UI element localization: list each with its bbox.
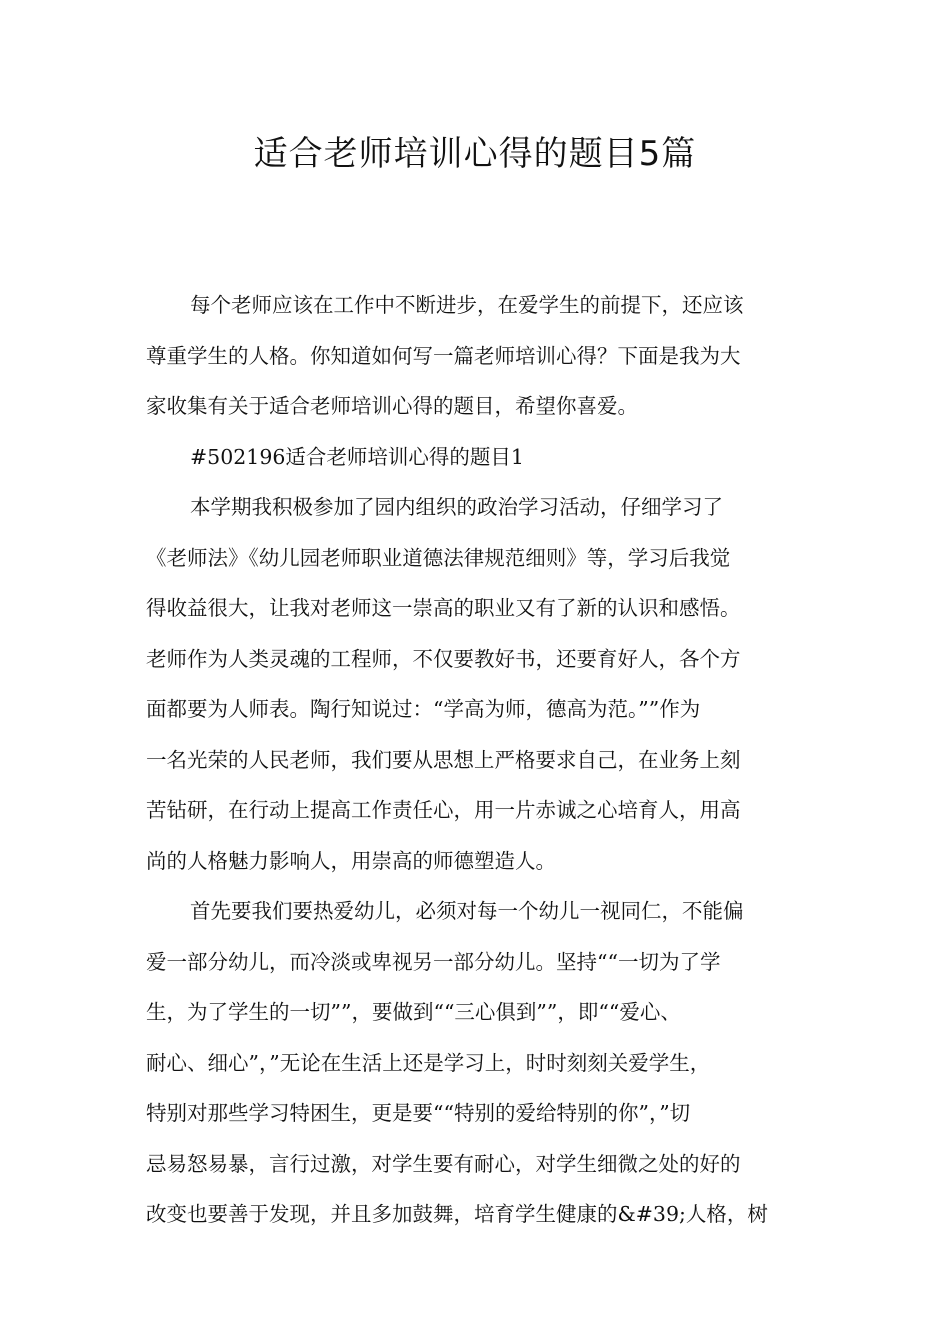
text-line: 面都要为人师表。陶行知说过：“学高为师，德高为范。””作为 xyxy=(146,697,701,721)
text-line: 苦钻研，在行动上提高工作责任心，用一片赤诚之心培育人，用高 xyxy=(146,798,741,822)
text-line: 改变也要善于发现，并且多加鼓舞，培育学生健康的&#39;人格，树 xyxy=(146,1202,768,1226)
document-body xyxy=(146,280,806,1240)
text-line: 忌易怒易暴，言行过激，对学生要有耐心，对学生细微之处的好的 xyxy=(146,1151,741,1176)
text-line: 本学期我积极参加了园内组织的政治学习活动，仔细学习了 xyxy=(190,495,723,519)
text-line: 家收集有关于适合老师培训心得的题目，希望你喜爱。 xyxy=(146,394,638,418)
text-line: 得收益很大，让我对老师这一崇高的职业又有了新的认识和感悟。 xyxy=(146,596,741,620)
text-line: 一名光荣的人民老师，我们要从思想上严格要求自己，在业务上刻 xyxy=(146,747,741,772)
text-line: 尊重学生的人格。你知道如何写一篇老师培训心得？下面是我为大 xyxy=(146,343,741,368)
text-line: 老师作为人类灵魂的工程师，不仅要教好书，还要育好人，各个方 xyxy=(146,646,741,671)
text-line: 首先要我们要热爱幼儿，必须对每一个幼儿一视同仁，不能偏 xyxy=(190,899,744,923)
text-line: 每个老师应该在工作中不断进步，在爱学生的前提下，还应该 xyxy=(190,293,744,317)
text-line: 特别对那些学习特困生，更是要““特别的爱给特别的你”，”切 xyxy=(146,1101,691,1125)
text-line: 爱一部分幼儿，而冷淡或卑视另一部分幼儿。坚持““一切为了学 xyxy=(146,949,721,974)
section-heading: #502196适合老师培训心得的题目1 xyxy=(190,444,524,469)
text-line: 尚的人格魅力影响人，用崇高的师德塑造人。 xyxy=(146,848,556,873)
document-title: 适合老师培训心得的题目5篇 xyxy=(253,134,697,174)
text-line: 生，为了学生的一切””，要做到““三心俱到””，即““爱心、 xyxy=(146,1000,681,1024)
text-line: 耐心、细心”，”无论在生活上还是学习上，时时刻刻关爱学生， xyxy=(146,1050,711,1075)
text-line: 《老师法》《幼儿园老师职业道德法律规范细则》等，学习后我觉 xyxy=(146,545,731,570)
